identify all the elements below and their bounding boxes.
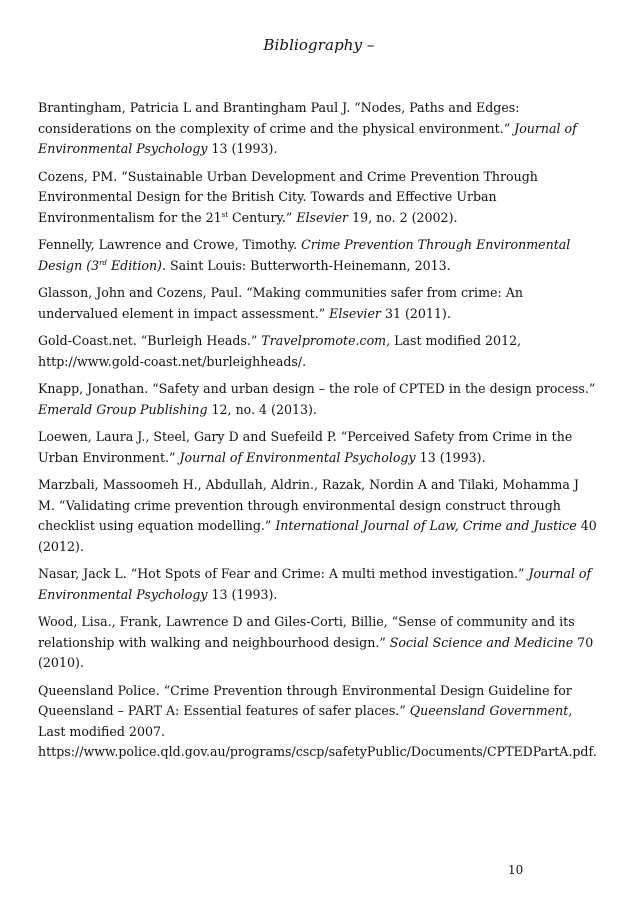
reference-nasar: Nasar, Jack L. “Hot Spots of Fear and Crime: A multi method investigation.” Journal of Environmental Psychology 13 (1993). — [38, 566, 592, 602]
reference-brantingham: Brantingham, Patricia L and Brantingham Paul J. “Nodes, Paths and Edges: considerations on the complexity of crime and the physical environment.” Journal of Environmental Psychology 13 (1993). — [38, 100, 577, 156]
reference-glasson: Glasson, John and Cozens, Paul. “Making communities safer from crime: An undervalued element in impact assessment.” Elsevier 31 (2011). — [38, 285, 523, 321]
page-title: Bibliography – — [263, 36, 375, 54]
reference-gold-coast: Gold-Coast.net. “Burleigh Heads.” Travelpromote.com, Last modified 2012, http://www.gold-coast.net/burleighheads/. — [38, 333, 522, 369]
reference-queensland-police: Queensland Police. “Crime Prevention through Environmental Design Guideline for Queensland – PART A: Essential features of safer places.” Queensland Government, Last modified 2007. https://www.police.qld.gov.au/programs/cscp/safetyPublic/Documents/CPTEDPartA.pdf. — [38, 682, 597, 759]
page-number: 10 — [508, 863, 524, 877]
reference-cozens: Cozens, PM. “Sustainable Urban Development and Crime Prevention Through Environmental Design for the British City. Towards and Effective Urban Environmentalism for the 21st Century.” Elsevier 19, no. 2 (2002). — [38, 168, 538, 225]
bibliography-list — [38, 98, 598, 770]
reference-knapp: Knapp, Jonathan. “Safety and urban design – the role of CPTED in the design process.” Emerald Group Publishing 12, no. 4 (2013). — [38, 381, 596, 417]
reference-loewen: Loewen, Laura J., Steel, Gary D and Suefeild P. “Perceived Safety from Crime in the Urban Environment.” Journal of Environmental Psychology 13 (1993). — [38, 429, 573, 465]
reference-marzbali: Marzbali, Massoomeh H., Abdullah, Aldrin., Razak, Nordin A and Tilaki, Mohamma J M. “Validating crime prevention through environmental design construct through checklist using equation modelling.” International Journal of Law, Crime and Justice 40 (2012). — [38, 477, 597, 554]
reference-fennelly: Fennelly, Lawrence and Crowe, Timothy. Crime Prevention Through Environmental Design (3rd Edition). Saint Louis: Butterworth-Heinemann, 2013. — [38, 237, 571, 273]
reference-wood: Wood, Lisa., Frank, Lawrence D and Giles-Corti, Billie, “Sense of community and its relationship with walking and neighbourhood design.” Social Science and Medicine 70 (2010). — [38, 614, 594, 670]
